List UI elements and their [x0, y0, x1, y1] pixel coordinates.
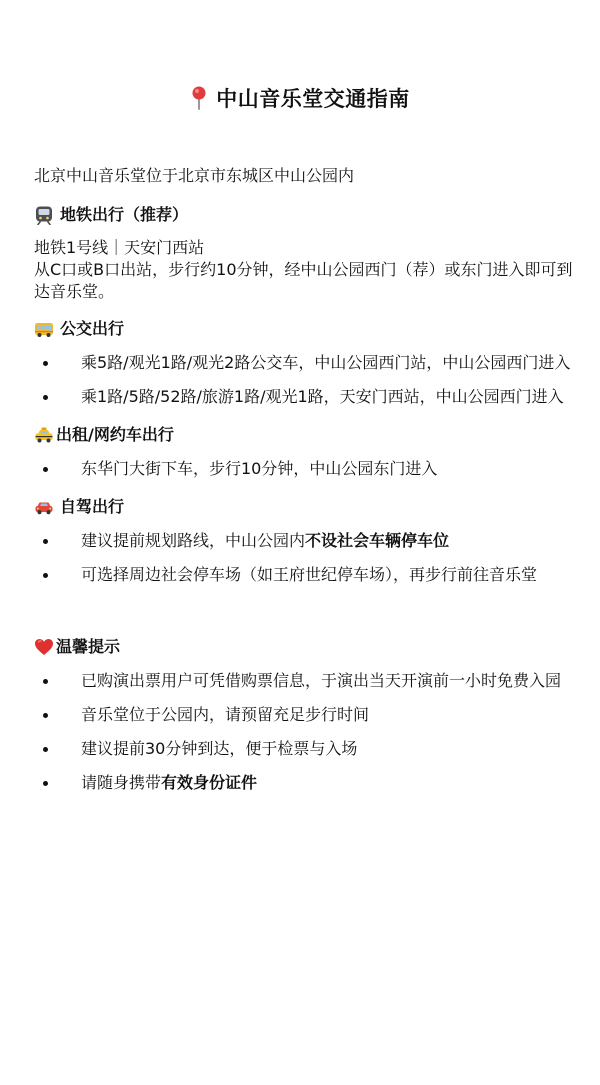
list-item — [34, 385, 574, 409]
list-item-text: 已购演出票用户可凭借购票信息，于演出当天开演前一小时免费入园 — [81, 671, 562, 690]
bus-heading-text: 公交出行 — [60, 319, 125, 338]
list-item-bold-text: 不设社会车辆停车位 — [305, 531, 450, 550]
list-item-text: 乘5路/观光1路/观光2路公交车，中山公园西门站，中山公园西门进入 — [81, 353, 571, 372]
intro-text: 北京中山音乐堂位于北京市东城区中山公园内 — [34, 166, 355, 185]
tips-section — [34, 635, 574, 795]
list-item-text: 东华门大街下车，步行10分钟，中山公园东门进入 — [81, 459, 438, 478]
round-pushpin-icon — [190, 86, 208, 110]
subway-line: 地铁1号线｜天安门西站 — [34, 238, 205, 257]
list-item-text: 可选择周边社会停车场（如王府世纪停车场），再步行前往音乐堂 — [81, 565, 538, 584]
list-item — [34, 703, 574, 727]
taxi-section — [34, 423, 574, 481]
list-item-bold-text: 有效身份证件 — [161, 773, 258, 792]
bus-heading — [34, 317, 574, 341]
taxi-list — [34, 457, 574, 481]
list-item — [34, 457, 574, 481]
guide-content — [34, 165, 574, 809]
list-item — [34, 351, 574, 375]
taxi-heading-text: 出租/网约车出行 — [56, 425, 174, 444]
tips-heading-text: 温馨提示 — [56, 637, 121, 656]
bus-icon — [34, 319, 54, 339]
taxi-icon — [34, 425, 54, 445]
bus-list — [34, 351, 574, 409]
list-item-text: 建议提前规划路线，中山公园内 — [81, 531, 306, 550]
section-spacer — [34, 601, 574, 635]
page-title-text: 中山音乐堂交通指南 — [216, 87, 410, 111]
subway-directions: 从C口或B口出站，步行约10分钟，经中山公园西门（荐）或东门进入即可到达音乐堂。 — [34, 260, 573, 301]
subway-heading — [34, 203, 574, 227]
list-item — [34, 771, 574, 795]
drive-heading-text: 自驾出行 — [60, 497, 125, 516]
page-title — [0, 84, 600, 114]
list-item — [34, 669, 574, 693]
list-item-text: 音乐堂位于公园内，请预留充足步行时间 — [81, 705, 370, 724]
list-item-text: 乘1路/5路/52路/旅游1路/观光1路，天安门西站，中山公园西门进入 — [81, 387, 564, 406]
bus-section — [34, 317, 574, 409]
list-item-text: 请随身携带 — [81, 773, 162, 792]
car-icon — [34, 497, 54, 517]
taxi-heading — [34, 423, 574, 447]
drive-list — [34, 529, 574, 587]
red-heart-icon — [34, 637, 54, 657]
tips-list — [34, 669, 574, 795]
list-item — [34, 737, 574, 761]
subway-section — [34, 203, 574, 303]
metro-train-icon — [34, 205, 54, 225]
subway-heading-text: 地铁出行（推荐） — [60, 205, 189, 224]
list-item — [34, 529, 574, 553]
tips-heading — [34, 635, 574, 659]
drive-heading — [34, 495, 574, 519]
list-item — [34, 563, 574, 587]
drive-section — [34, 495, 574, 587]
list-item-text: 建议提前30分钟到达，便于检票与入场 — [81, 739, 358, 758]
